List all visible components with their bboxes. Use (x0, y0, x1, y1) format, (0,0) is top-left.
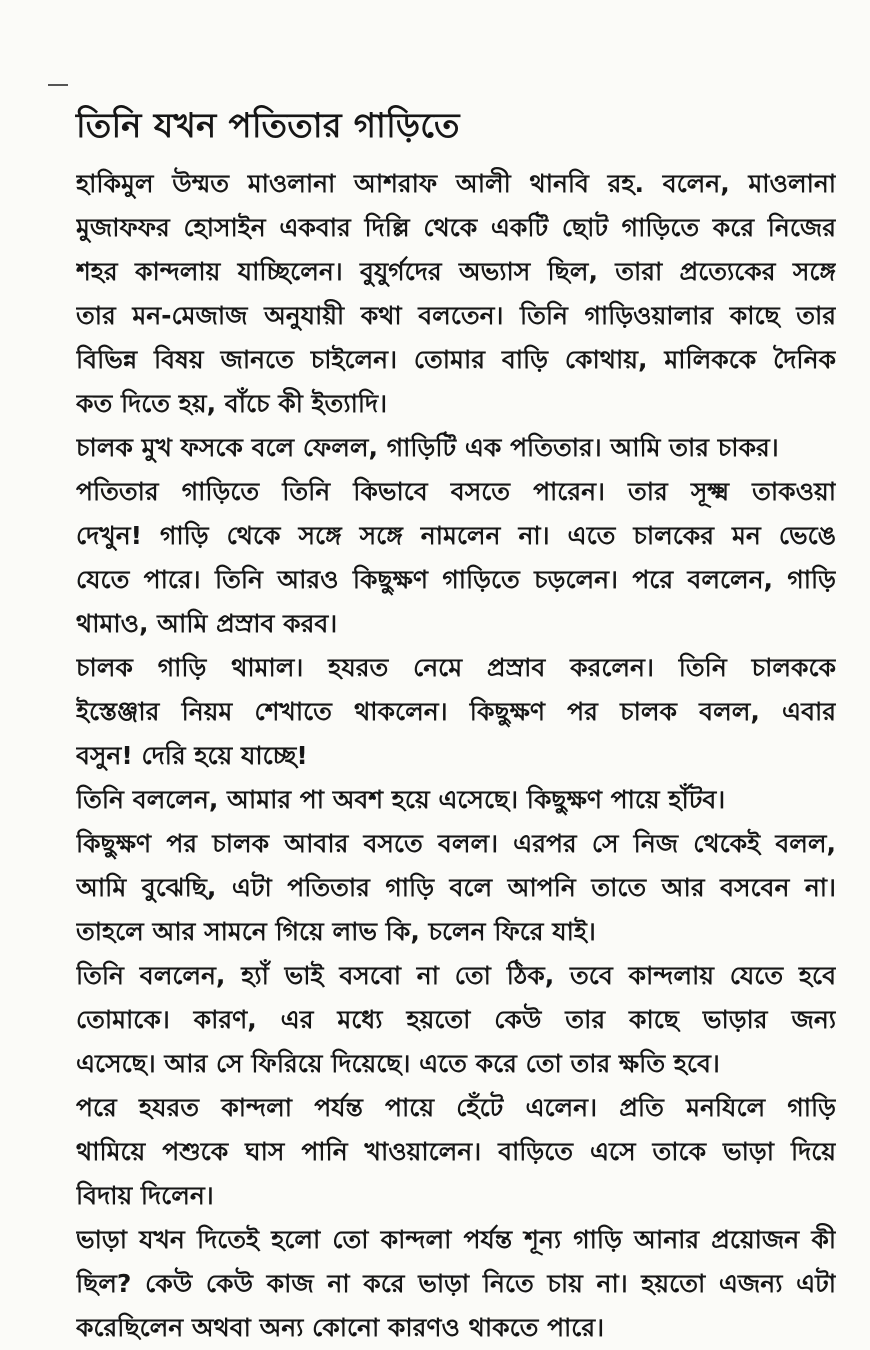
text-line: বসুন! দেরি হয়ে যাচ্ছে! (76, 741, 308, 770)
paragraph (76, 1086, 836, 1218)
paragraph (76, 822, 836, 954)
paragraph (76, 954, 836, 1086)
text-line: পরে হযরত কান্দলা পর্যন্ত পায়ে হেঁটে এলেন। প্রতি মনযিলে গাড়ি (76, 1093, 836, 1122)
paragraph (76, 426, 836, 470)
text-line: থামাও, আমি প্রস্রাব করব। (76, 609, 338, 638)
text-line: ভাড়া যখন দিতেই হলো তো কান্দলা পর্যন্ত শূন্য গাড়ি আনার প্রয়োজন কী (76, 1225, 836, 1254)
paragraph (76, 162, 836, 426)
text-line: তিনি বললেন, আমার পা অবশ হয়ে এসেছে। কিছুক্ষণ পায়ে হাঁটব। (76, 785, 726, 814)
page-body (76, 162, 836, 1350)
text-line: ছিল? কেউ কেউ কাজ না করে ভাড়া নিতে চায় না। হয়তো এজন্য এটা (76, 1269, 836, 1298)
text-line: চালক গাড়ি থামাল। হযরত নেমে প্রস্রাব করলেন। তিনি চালককে (76, 653, 836, 682)
text-line: করেছিলেন অথবা অন্য কোনো কারণও থাকতে পারে। (76, 1313, 605, 1342)
text-line: তিনি বললেন, হ্যাঁ ভাই বসবো না তো ঠিক, তবে কান্দলায় যেতে হবে (76, 961, 836, 990)
page-mark (48, 84, 68, 86)
paragraph (76, 1218, 836, 1350)
paragraph (76, 470, 836, 646)
paragraph (76, 646, 836, 778)
text-line: চালক মুখ ফসকে বলে ফেলল, গাড়িটি এক পতিতার। আমি তার চাকর। (76, 433, 779, 462)
text-line: দেখুন! গাড়ি থেকে সঙ্গে সঙ্গে নামলেন না। এতে চালকের মন ভেঙে (76, 521, 836, 550)
text-line: থামিয়ে পশুকে ঘাস পানি খাওয়ালেন। বাড়িতে এসে তাকে ভাড়া দিয়ে (76, 1137, 836, 1166)
text-line: বিভিন্ন বিষয় জানতে চাইলেন। তোমার বাড়ি কোথায়, মালিককে দৈনিক (76, 345, 836, 374)
text-line: বিদায় দিলেন। (76, 1181, 214, 1210)
text-line: এসেছে। আর সে ফিরিয়ে দিয়েছে। এতে করে তো তার ক্ষতি হবে। (76, 1049, 720, 1078)
text-line: তোমাকে। কারণ, এর মধ্যে হয়তো কেউ তার কাছে ভাড়ার জন্য (76, 1005, 836, 1034)
text-line: কত দিতে হয়, বাঁচে কী ইত্যাদি। (76, 389, 388, 418)
text-line: পতিতার গাড়িতে তিনি কিভাবে বসতে পারেন। তার সূক্ষ্ম তাকওয়া (76, 477, 836, 506)
text-line: হাকিমুল উম্মত মাওলানা আশরাফ আলী থানবি রহ. বলেন, মাওলানা (76, 169, 836, 198)
text-line: কিছুক্ষণ পর চালক আবার বসতে বলল। এরপর সে নিজ থেকেই বলল, (76, 829, 836, 858)
text-line: তাহলে আর সামনে গিয়ে লাভ কি, চলেন ফিরে যাই। (76, 917, 596, 946)
text-line: আমি বুঝেছি, এটা পতিতার গাড়ি বলে আপনি তাতে আর বসবেন না। (76, 873, 836, 902)
page-title: তিনি যখন পতিতার গাড়িতে (76, 106, 460, 146)
paragraph (76, 778, 836, 822)
text-line: শহর কান্দলায় যাচ্ছিলেন। বুযুর্গদের অভ্যাস ছিল, তারা প্রত্যেকের সঙ্গে (76, 257, 836, 286)
text-line: যেতে পারে। তিনি আরও কিছুক্ষণ গাড়িতে চড়লেন। পরে বললেন, গাড়ি (76, 565, 836, 594)
text-line: তার মন-মেজাজ অনুযায়ী কথা বলতেন। তিনি গাড়িওয়ালার কাছে তার (76, 301, 836, 330)
text-line: মুজাফফর হোসাইন একবার দিল্লি থেকে একটি ছোট গাড়িতে করে নিজের (76, 213, 836, 242)
text-line: ইস্তেঞ্জার নিয়ম শেখাতে থাকলেন। কিছুক্ষণ পর চালক বলল, এবার (76, 697, 836, 726)
